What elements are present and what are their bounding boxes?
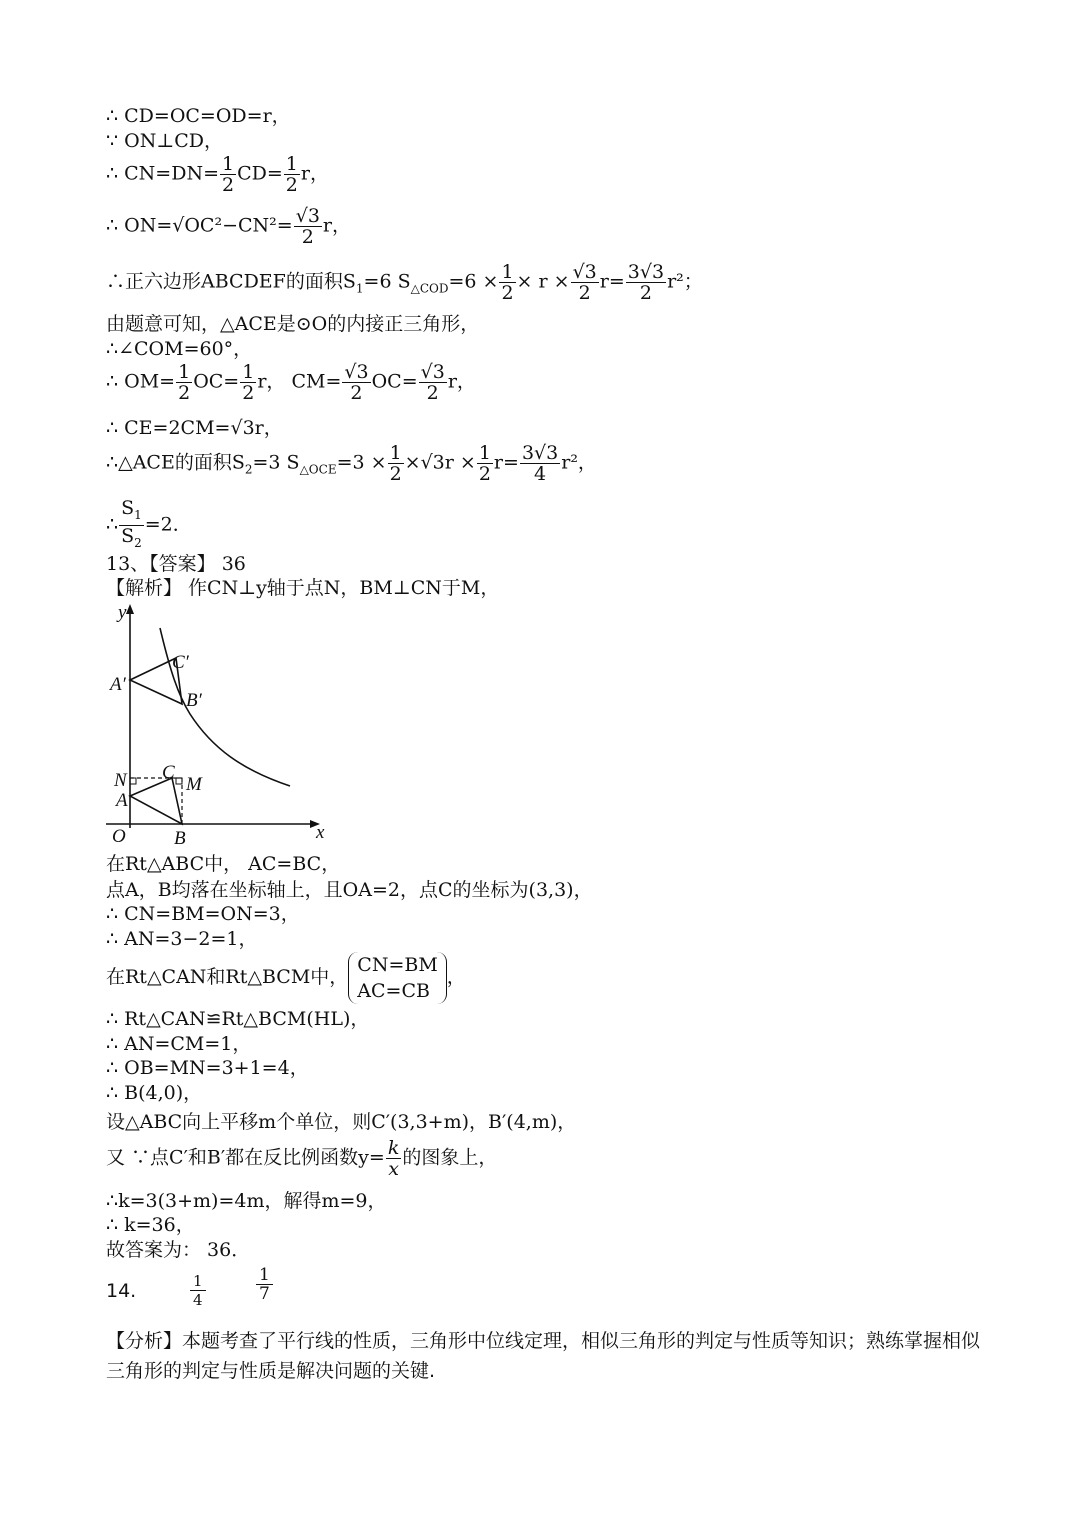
line-rt-abc: 在Rt△ABC中， AC=BC， (106, 853, 341, 875)
right-angle-m (176, 778, 182, 784)
line-ace-area: ∴△ACE的面积$S_2=3$ $S_{\triangle OCE}=3$ × $\frac{1}{2}$ ×√3r × $\frac{1}{2}$ r= $\frac{3√3}{4}$ r²， (106, 442, 597, 485)
line-inverse-function: 又 ∵点C′和B′都在反比例函数y= $\frac{k}{x}$ 的图象上， (106, 1137, 498, 1180)
line-congruent: ∴ Rt△CAN≌Rt△BCM(HL)， (106, 1008, 370, 1030)
label-m: M (186, 774, 202, 795)
line-ob-mn: ∴ OB=MN=3+1=4， (106, 1057, 309, 1079)
line-ace-inscribed: 由题意可知，△ACE是⊙O的内接正三角形， (106, 313, 480, 335)
q14-number: 14. (106, 1280, 137, 1302)
line-final-answer: 故答案为： 36． (106, 1239, 251, 1261)
line-cn-bm-on: ∴ CN=BM=ON=3， (106, 903, 300, 925)
line-on-value: ∴ ON=√OC²−CN²= $\frac{√3}{2}$ r， (106, 205, 352, 248)
line-hexagon-area: ∴正六边形ABCDEF的面积$S_1=6$ $S_{\triangle COD}=6$ × $\frac{1}{2}$ × r × $\frac{√3}{2}$ r= $\frac{3√3}{2}$ r²； (106, 261, 703, 304)
label-a: A (116, 790, 128, 811)
line-points-on-axis: 点A，B均落在坐标轴上，且OA=2，点C的坐标为(3,3)， (106, 879, 593, 901)
line-cd-oc-od: ∴ CD=OC=OD=r， (106, 105, 291, 127)
line-ce: ∴ CE=2CM=√3r， (106, 417, 283, 439)
line-ratio: ∴ $\frac{S_1}{S_2}$ =2． (106, 497, 192, 550)
q14-fraction-2: 1 7 (256, 1266, 273, 1303)
line-k-value: ∴ k=36， (106, 1214, 195, 1236)
triangle-abc (130, 778, 182, 824)
label-x: x (316, 822, 325, 843)
label-a-prime: A′ (110, 674, 126, 695)
analysis-paragraph: 【分析】本题考查了平行线的性质，三角形中位线定理，相似三角形的判定与性质等知识；熟练掌握相似三角形的判定与性质是解决问题的关键. (106, 1330, 981, 1382)
equation-system: CN=BM AC=CB (348, 952, 447, 1004)
line-angle-com: ∴∠COM=60°， (106, 338, 253, 360)
right-angle-n (130, 778, 136, 784)
line-solve-m: ∴k=3(3+m)=4m，解得m=9， (106, 1190, 387, 1212)
label-c: C (162, 762, 175, 783)
line-om-cm: ∴ OM= $\frac{1}{2}$ OC= $\frac{1}{2}$ r， CM= $\frac{√3}{2}$ OC= $\frac{√3}{2}$ r， (106, 361, 476, 404)
line-an-cm: ∴ AN=CM=1， (106, 1033, 252, 1055)
q13-answer: 13、【答案】 36 (106, 553, 246, 575)
y-axis-arrow (126, 604, 134, 614)
line-congruence-setup: 在Rt△CAN和Rt△BCM中， CN=BM AC=CB ， (106, 954, 466, 1002)
label-n: N (114, 770, 127, 791)
label-c-prime: C′ (172, 652, 189, 673)
q14-fraction-1: 1 4 (190, 1272, 206, 1309)
label-b: B (174, 828, 186, 849)
coordinate-graph (102, 600, 342, 850)
line-on-perp: ∵ ON⊥CD， (106, 130, 223, 152)
q13-analysis-intro: 【解析】 作CN⊥y轴于点N，BM⊥CN于M， (106, 577, 500, 599)
line-point-b: ∴ B(4,0)， (106, 1082, 203, 1104)
line-cn-dn: ∴ CN=DN= $\frac{1}{2}$ CD= $\frac{1}{2}$ r， (106, 153, 329, 196)
line-translation: 设△ABC向上平移m个单位，则C′(3,3+m)，B′(4,m)， (106, 1111, 577, 1133)
line-an-value: ∴ AN=3−2=1， (106, 928, 258, 950)
label-y: y (118, 602, 127, 623)
label-b-prime: B′ (186, 690, 202, 711)
label-o: O (112, 826, 126, 847)
